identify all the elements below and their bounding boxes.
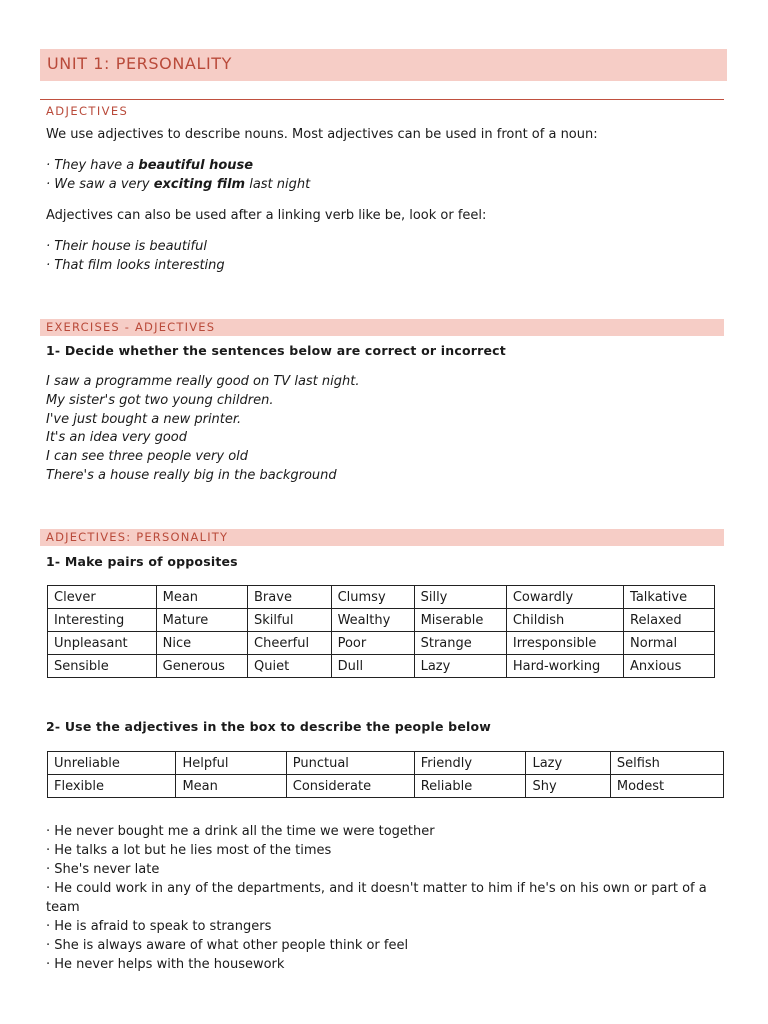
table-cell: Strange (414, 632, 506, 655)
table-cell: Friendly (414, 752, 526, 775)
example-text: · We saw a very (46, 177, 154, 192)
table-cell: Generous (156, 655, 247, 678)
description-item: · She is always aware of what other people think or feel (46, 938, 409, 953)
table-cell: Miserable (414, 609, 506, 632)
table-cell: Quiet (248, 655, 332, 678)
table-cell: Talkative (624, 586, 715, 609)
table-row (48, 775, 724, 798)
table-cell: Punctual (286, 752, 414, 775)
example-front-2 (46, 177, 310, 192)
table-cell: Relaxed (624, 609, 715, 632)
table-cell: Interesting (48, 609, 157, 632)
table-cell: Mature (156, 609, 247, 632)
table-cell: Sensible (48, 655, 157, 678)
example-after-2: · That film looks interesting (46, 258, 225, 273)
sentence-item: I've just bought a new printer. (46, 411, 242, 427)
description-item: · He never helps with the housework (46, 957, 285, 972)
table-cell: Childish (506, 609, 623, 632)
description-item: · She's never late (46, 862, 160, 877)
table-cell: Nice (156, 632, 247, 655)
sentence-item: It's an idea very good (46, 430, 187, 446)
sentence-item: I saw a programme really good on TV last night. (46, 374, 360, 389)
opposites-table (47, 585, 715, 678)
section-label-exercises: EXERCISES - ADJECTIVES (46, 320, 216, 334)
table-cell: Silly (414, 586, 506, 609)
table-cell: Brave (248, 586, 332, 609)
descriptions-list (46, 822, 722, 974)
table-cell: Modest (610, 775, 723, 798)
table-cell: Wealthy (331, 609, 414, 632)
table-cell: Selfish (610, 752, 723, 775)
section-label-adjectives: ADJECTIVES (46, 104, 129, 118)
example-bold: beautiful house (138, 158, 254, 173)
table-row (48, 586, 715, 609)
example-text: last night (245, 177, 311, 192)
table-cell: Mean (156, 586, 247, 609)
table-cell: Flexible (48, 775, 176, 798)
table-cell: Cheerful (248, 632, 332, 655)
table-cell: Shy (526, 775, 610, 798)
table-cell: Dull (331, 655, 414, 678)
table-row (48, 752, 724, 775)
table-row (48, 632, 715, 655)
table-cell: Considerate (286, 775, 414, 798)
example-bold: exciting film (153, 177, 246, 192)
description-item: · He could work in any of the departments, and it doesn't matter to him if he's on his own or part of a team (46, 881, 707, 915)
table-row (48, 609, 715, 632)
example-front-1 (46, 158, 253, 173)
table-cell: Clumsy (331, 586, 414, 609)
exercise-heading: 1- Decide whether the sentences below are correct or incorrect (46, 343, 506, 358)
table-cell: Irresponsible (506, 632, 623, 655)
table-cell: Unreliable (48, 752, 176, 775)
table-cell: Clever (48, 586, 157, 609)
unit-title: UNIT 1: PERSONALITY (47, 54, 233, 73)
table-cell: Unpleasant (48, 632, 157, 655)
table-cell: Hard-working (506, 655, 623, 678)
sentence-item: I can see three people very old (46, 449, 249, 465)
sentence-list (46, 373, 360, 486)
table-row (48, 655, 715, 678)
table-cell: Mean (176, 775, 286, 798)
adjectives-intro: We use adjectives to describe nouns. Most adjectives can be used in front of a noun: (46, 127, 598, 142)
table-cell: Poor (331, 632, 414, 655)
table-cell: Skilful (248, 609, 332, 632)
adjectives-box-table (47, 751, 724, 798)
table-cell: Helpful (176, 752, 286, 775)
table-cell: Cowardly (506, 586, 623, 609)
section-label-personality: ADJECTIVES: PERSONALITY (46, 530, 229, 544)
table-cell: Lazy (526, 752, 610, 775)
table-cell: Normal (624, 632, 715, 655)
table-cell: Reliable (414, 775, 526, 798)
example-text: · They have a (46, 158, 139, 173)
sentence-item: There's a house really big in the background (46, 467, 337, 483)
description-item: · He never bought me a drink all the time we were together (46, 824, 435, 839)
description-item: · He is afraid to speak to strangers (46, 919, 272, 934)
sentence-item: My sister's got two young children. (46, 392, 274, 408)
description-item: · He talks a lot but he lies most of the times (46, 843, 332, 858)
linking-verb-text: Adjectives can also be used after a linking verb like be, look or feel: (46, 208, 487, 223)
divider (40, 99, 724, 100)
table-cell: Lazy (414, 655, 506, 678)
example-after-1: · Their house is beautiful (46, 239, 207, 254)
opposites-heading: 1- Make pairs of opposites (46, 554, 238, 569)
table-cell: Anxious (624, 655, 715, 678)
describe-heading: 2- Use the adjectives in the box to describe the people below (46, 719, 492, 734)
